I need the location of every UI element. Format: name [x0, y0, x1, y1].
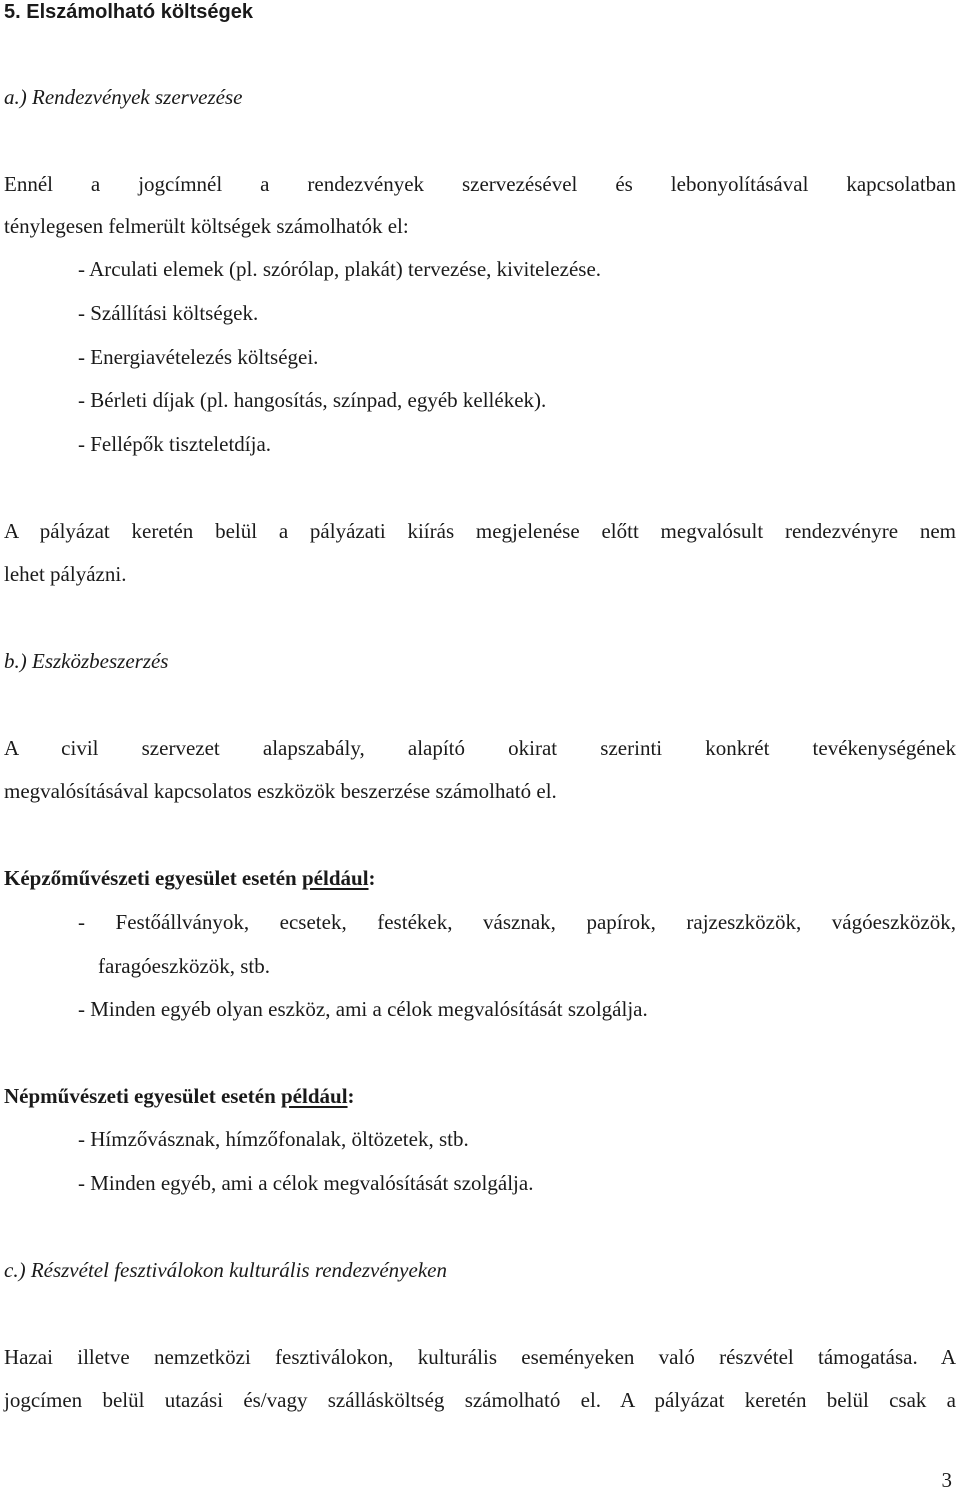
- fine-arts-item-1-line-1: - Festőállványok, ecsetek, festékek, vásznak, papírok, rajzeszközök, vágóeszközök,: [78, 910, 956, 934]
- fine-arts-label: Képzőművészeti egyesület esetén: [4, 866, 302, 890]
- cost-item-energy: - Energiavételezés költségei.: [78, 345, 319, 369]
- folk-arts-colon: :: [347, 1084, 355, 1108]
- cost-item-performers: - Fellépők tiszteletdíja.: [78, 432, 272, 456]
- fine-arts-heading: [4, 868, 376, 889]
- subsection-c-para-line-2: jogcímen belül utazási és/vagy szállásköltség számolható el. A pályázat keretén belül csak a: [4, 1388, 956, 1412]
- fine-arts-item-2: - Minden egyéb olyan eszköz, ami a célok megvalósítását szolgálja.: [78, 997, 648, 1021]
- folk-arts-item-2: - Minden egyéb, ami a célok megvalósítását szolgálja.: [78, 1171, 534, 1195]
- cost-item-branding: - Arculati elemek (pl. szórólap, plakát) tervezése, kivitelezése.: [78, 257, 602, 281]
- folk-arts-item-1: - Hímzővásznak, hímzőfonalak, öltözetek, stb.: [78, 1127, 469, 1151]
- subsection-a-intro-line-2: ténylegesen felmerült költségek számolhatók el:: [4, 214, 409, 238]
- subsection-a-heading: a.) Rendezvények szervezése: [4, 85, 243, 109]
- subsection-b-heading: b.) Eszközbeszerzés: [4, 649, 169, 673]
- subsection-a-intro-line-1: Ennél a jogcímnél a rendezvények szervezésével és lebonyolításával kapcsolatban: [4, 172, 956, 196]
- subsection-b-para-line-2: megvalósításával kapcsolatos eszközök beszerzése számolható el.: [4, 779, 557, 803]
- fine-arts-example: például: [302, 866, 369, 890]
- subsection-c-para-line-1: Hazai illetve nemzetközi fesztiválokon, kulturális eseményeken való részvétel támogatása. A: [4, 1345, 956, 1369]
- folk-arts-example: például: [281, 1084, 348, 1108]
- subsection-b-para-line-1: A civil szervezet alapszabály, alapító okirat szerinti konkrét tevékenységének: [4, 736, 956, 760]
- section-heading: 5. Elszámolható költségek: [4, 1, 253, 23]
- page-number: 3: [941, 1468, 952, 1492]
- folk-arts-heading: [4, 1086, 355, 1107]
- fine-arts-item-1-line-2: faragóeszközök, stb.: [98, 954, 271, 978]
- subsection-c-heading: c.) Részvétel fesztiválokon kulturális rendezvényeken: [4, 1258, 447, 1282]
- cost-item-rental: - Bérleti díjak (pl. hangosítás, színpad, egyéb kellékek).: [78, 388, 547, 412]
- subsection-a-note-line-2: lehet pályázni.: [4, 562, 127, 586]
- cost-item-transport: - Szállítási költségek.: [78, 301, 259, 325]
- folk-arts-label: Népművészeti egyesület esetén: [4, 1084, 281, 1108]
- subsection-a-note-line-1: A pályázat keretén belül a pályázati kiírás megjelenése előtt megvalósult rendezvényre nem: [4, 519, 956, 543]
- fine-arts-colon: :: [368, 866, 376, 890]
